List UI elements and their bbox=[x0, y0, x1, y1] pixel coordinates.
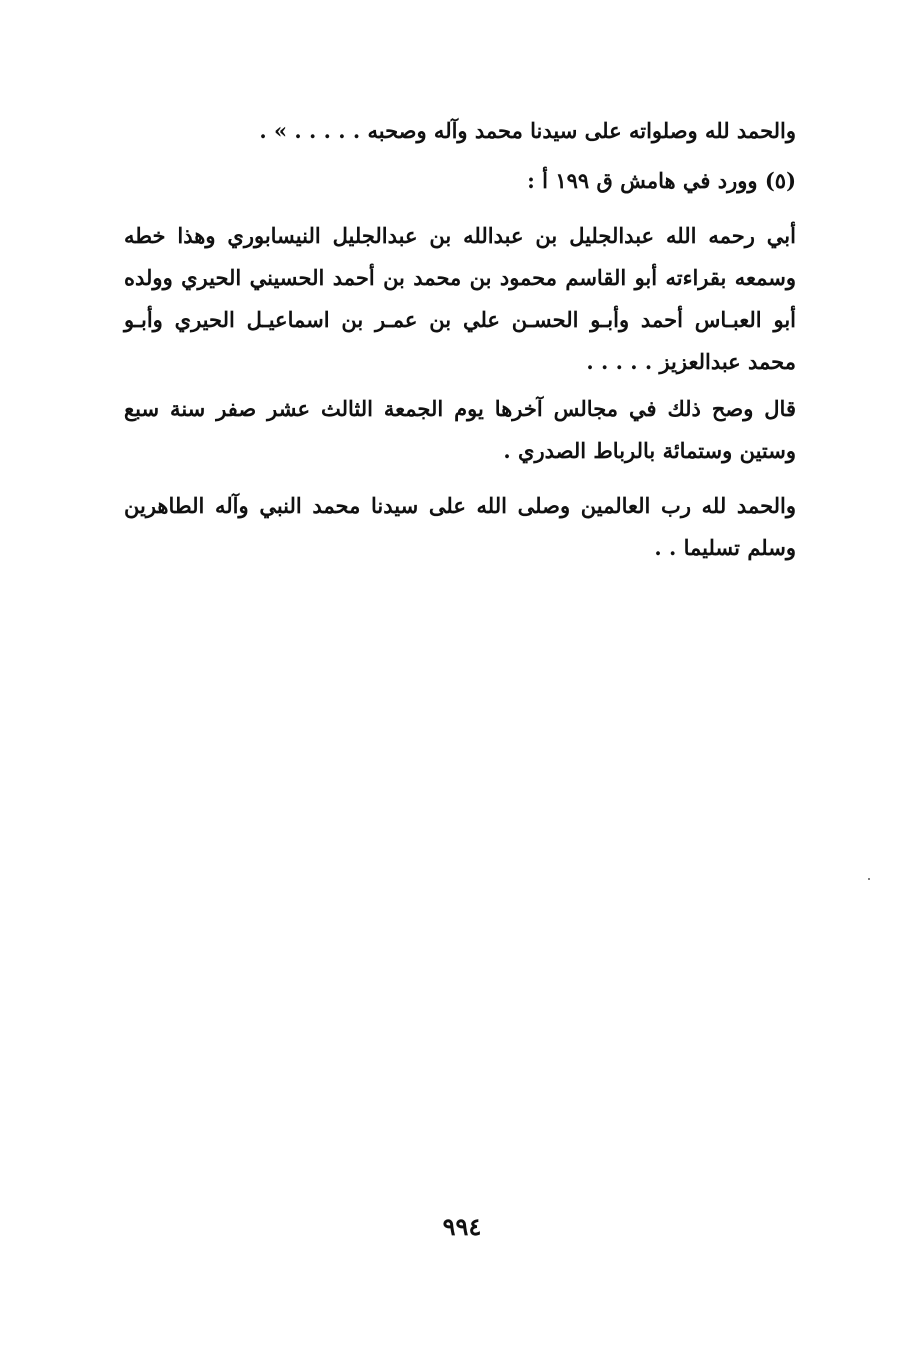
paragraph-3: والحمد لله رب العالمين وصلى الله على سيدنا محمد النبي وآله الطاهرين وسلم تسليما . . bbox=[124, 493, 796, 560]
footnote-heading: (٥) وورد في هامش ق ١٩٩ أ : bbox=[527, 168, 796, 193]
opening-line: والحمد لله وصلواته على سيدنا محمد وآله وصحبه . . . . . » . bbox=[259, 118, 796, 143]
page-number: ٩٩٤ bbox=[442, 1212, 482, 1241]
paragraph-1: أبي رحمه الله عبدالجليل بن عبدالله بن عبدالجليل النيسابوري وهذا خطه وسمعه بقراءته أبو القاسم محمود بن محمد بن أحمد الحسيني الحيري وولده أبو العبـاس أحمد وأبـو الحسـن علي بن عمـر بن اسماعيـل الحيري وأبـو محمد عبدالعزيز . . . . . bbox=[124, 223, 796, 374]
scan-speck bbox=[868, 878, 870, 880]
paragraph-2: قال وصح ذلك في مجالس آخرها يوم الجمعة الثالث عشر صفر سنة سبع وستين وستمائة بالرباط الصدري . bbox=[124, 396, 796, 463]
